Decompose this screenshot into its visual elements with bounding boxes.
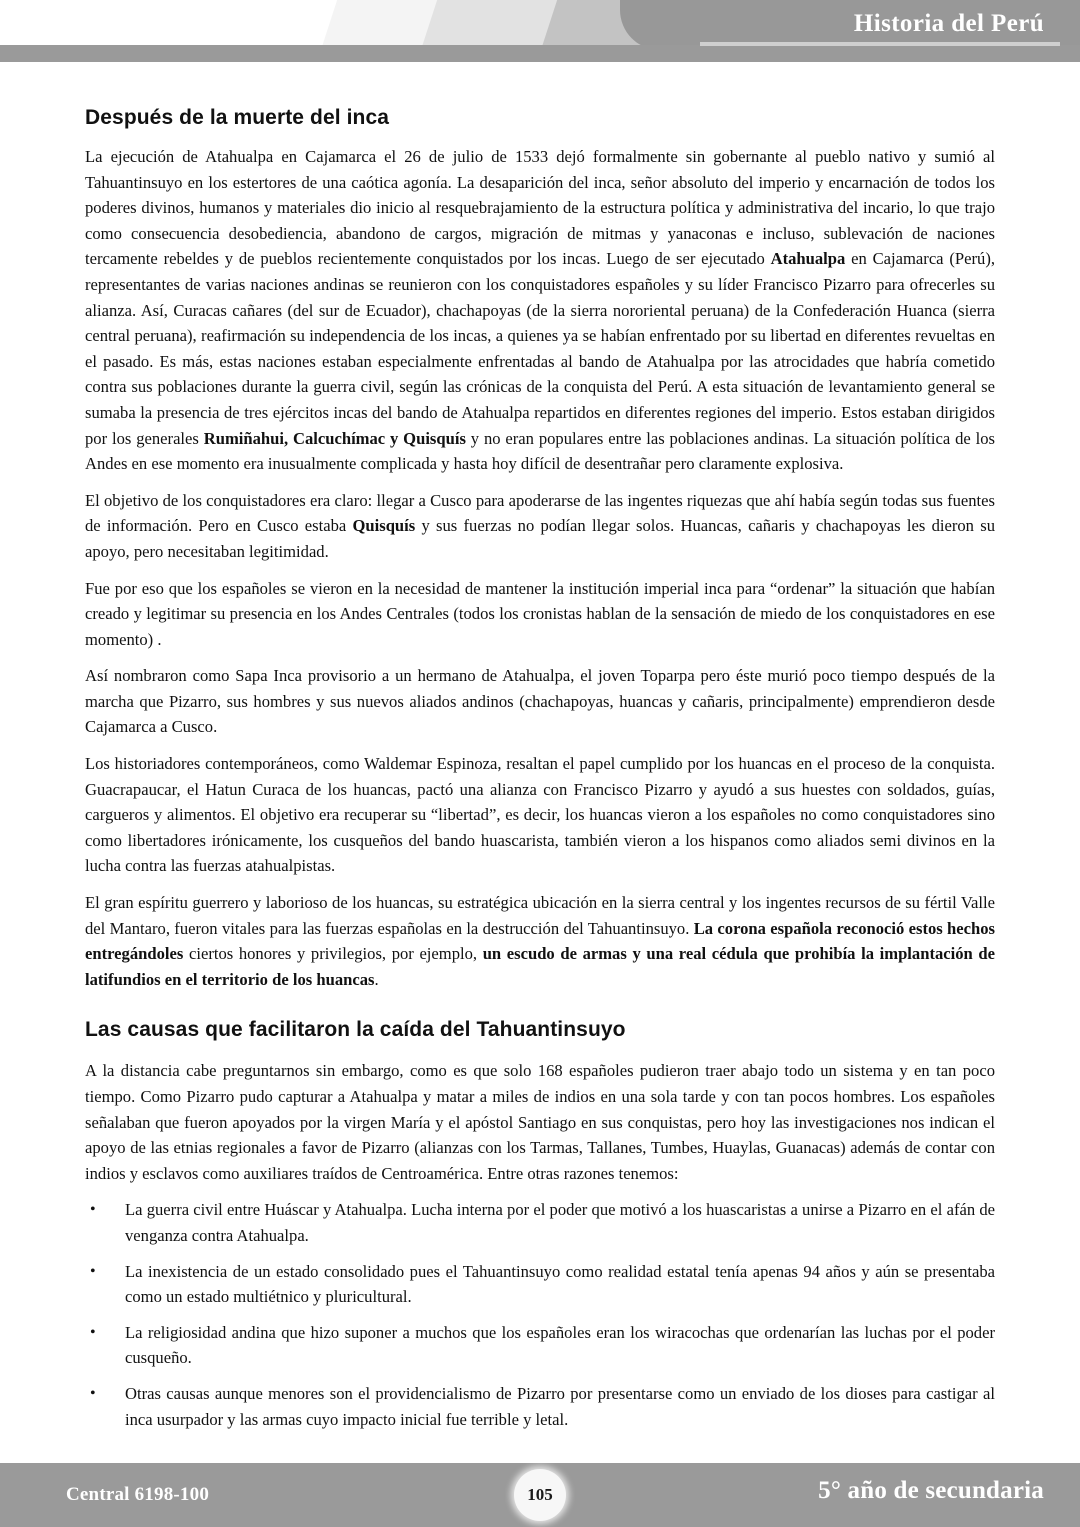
paragraph — [85, 576, 995, 653]
header-title: Historia del Perú — [853, 10, 1044, 37]
body-text: . — [374, 969, 379, 989]
body-text: La ejecución de Atahualpa en Cajamarca el 26 de julio de 1533 dejó formalmente sin gobernante al pueblo nativo y sumió al Tahuantinsuyo en los estertores de una caótica agonía. La desaparición del inca, señor absoluto del imperio y encarnación de todos los poderes divinos, humanos y materiales dio inicio al resquebrajamiento de la estructura política y administrativa del incario, lo que trajo como consecuencia desobediencia, abandono de cargos, migración de mitmas y yanaconas e incluso, sublevación de naciones tercamente rebeldes y de pueblos recientemente conquistados por los incas. Luego de ser ejecutado — [85, 147, 995, 269]
body-text: en Cajamarca (Perú), representantes de varias naciones andinas se reunieron con los conquistadores españoles y su líder Francisco Pizarro para ofrecerles su alianza. Así, Curacas cañares (del sur de Ecuador), chachapoyas (de la sierra nororiental peruana) de la Confederación Huanca (sierra central peruana), reafirmación su independencia de los incas, a quienes ya se habían enfrentado por su libertad en diferentes revueltas en el pasado. Es más, estas naciones estaban especialmente enfrentadas al bando de Atahualpa por las atrocidades que habría cometido contra sus poblaciones durante la guerra civil, según las crónicas de la conquista del Perú. A esta situación de levantamiento general se sumaba la presencia de tres ejércitos incas del bando de Atahualpa repartidos en diferentes regiones del imperio. Estos estaban dirigidos por los generales — [85, 249, 995, 448]
page-content — [0, 62, 1080, 1442]
body-text: El objetivo de los conquistadores era claro: llegar a Cusco para apoderarse de las ingentes riquezas que ahí había según todas sus fuentes de información. Pero en Cusco estaba — [85, 490, 995, 536]
paragraph — [85, 663, 995, 740]
body-text: Los historiadores contemporáneos, como Waldemar Espinoza, resaltan el papel cumplido por los huancas en el proceso de la conquista. Guacrapaucar, el Hatun Curaca de los huancas, pactó una alianza con Francisco Pizarro y ayudó a sus huestes con soldados, guías, cargueros y alimentos. El objetivo era recuperar su “libertad”, es decir, los huancas vieron a los españoles no como conquistadores sino como libertadores irónicamente, los cusqueños del bando huascarista, también vieron a los hispanos como aliados semi divinos en la lucha contra las fuerzas atahualpistas. — [85, 754, 995, 876]
section-2-paragraphs — [85, 1058, 995, 1186]
paragraph — [85, 890, 995, 992]
emphasis-text: Rumiñahui, Calcuchímac y Quisquís — [203, 428, 466, 448]
bullet-icon: • — [90, 1201, 96, 1219]
list-item-text: La religiosidad andina que hizo suponer a muchos que los españoles eran los wiracochas que ordenarían las luchas por el poder cusqueño. — [125, 1322, 995, 1368]
emphasis-text: La corona española reconoció estos hechos entregándoles — [85, 918, 996, 964]
paragraph — [85, 144, 995, 477]
body-text: El gran espíritu guerrero y laborioso de los huancas, su estratégica ubicación en la sierra central y los ingentes recursos de su fértil Valle del Mantaro, fueron vitales para las fuerzas españolas en la destrucción del Tahuantinsuyo. — [85, 893, 995, 938]
header-bottom-bar — [0, 45, 1080, 62]
paragraph — [85, 488, 995, 565]
page-number: 105 — [527, 1485, 553, 1504]
page-title: Después de la muerte del inca — [85, 106, 390, 129]
header-title-underline — [700, 42, 1060, 46]
body-text: y sus fuerzas no podían llegar solos. Huancas, cañaris y chachapoyas les dieron su apoyo, pero necesitaban legitimidad. — [85, 516, 995, 561]
emphasis-text: Atahualpa — [770, 249, 846, 269]
page-header — [0, 0, 1080, 62]
bullet-icon: • — [90, 1262, 96, 1280]
body-text: Fue por eso que los españoles se vieron en la necesidad de mantener la institución imperial inca para “ordenar” la situación que habían creado y legitimar su presencia en los Andes Centrales (todos los cronistas hablan de la sensación de miedo de los conquistadores en ese momento) . — [85, 578, 995, 649]
list-item — [85, 1197, 995, 1248]
list-item-text: Otras causas aunque menores son el providencialismo de Pizarro por presentarse como un enviado de los dioses para castigar al inca usurpador y las armas cuyo impacto inicial fue terrible y letal. — [125, 1383, 995, 1429]
list-item — [85, 1381, 995, 1432]
emphasis-text: Quisquís — [352, 516, 416, 536]
footer-grade-text: 5° año de secundaria — [818, 1477, 1044, 1504]
list-item — [85, 1259, 995, 1310]
body-text: ciertos honores y privilegios, por ejemplo, — [183, 944, 483, 964]
page-footer — [0, 1463, 1080, 1527]
bullet-icon: • — [90, 1323, 96, 1341]
document-body — [85, 62, 995, 1432]
body-text: Así nombraron como Sapa Inca provisorio a un hermano de Atahualpa, el joven Toparpa pero éste murió poco tiempo después de la marcha que Pizarro, sus hombres y sus nuevos aliados andinos (chachapoyas, huancas y cañaris, principalmente) emprendieron desde Cajamarca a Cusco. — [85, 666, 995, 737]
paragraph — [85, 751, 995, 879]
list-item-text: La inexistencia de un estado consolidado pues el Tahuantinsuyo como realidad estatal tenía apenas 94 años y aún se presentaba como un estado multiétnico y pluricultural. — [125, 1261, 995, 1307]
bullet-icon: • — [90, 1384, 96, 1402]
page-number-badge — [514, 1469, 566, 1521]
section-heading-causes: Las causas que facilitaron la caída del Tahuantinsuyo — [85, 1018, 626, 1042]
footer-contact-text: Central 6198-100 — [66, 1484, 210, 1505]
body-text: y no eran populares entre las poblaciones andinas. La situación política de los Andes en ese momento era inusualmente complicada y hasta hoy difícil de desentrañar pero claramente explosiva. — [85, 428, 996, 474]
body-text: A la distancia cabe preguntarnos sin embargo, como es que solo 168 españoles pudieron traer abajo todo un sistema y en tan poco tiempo. Como Pizarro pudo capturar a Atahualpa y matar a miles de indios en una sola tarde y con tan pocos hombres. Los españoles señalaban que fueron apoyados por la virgen María y el apóstol Santiago en sus conquistas, pero hoy las investigaciones nos indican el apoyo de las etnias regionales a favor de Pizarro (alianzas con los Tarmas, Tallanes, Tumbes, Huaylas, Guanacas) además de contar con indios y esclavos como auxiliares traídos de Centroamérica. Entre otras razones tenemos: — [85, 1061, 995, 1183]
paragraph — [85, 1058, 995, 1186]
emphasis-text: un escudo de armas y una real cédula que prohibía la implantación de latifundios en el territorio de los huancas — [85, 944, 995, 989]
causes-list — [85, 1197, 995, 1432]
list-item-text: La guerra civil entre Huáscar y Atahualpa. Lucha interna por el poder que motivó a los huascaristas a unirse a Pizarro en el afán de venganza contra Atahualpa. — [125, 1200, 995, 1245]
list-item — [85, 1320, 995, 1371]
section-1-paragraphs — [85, 144, 995, 992]
